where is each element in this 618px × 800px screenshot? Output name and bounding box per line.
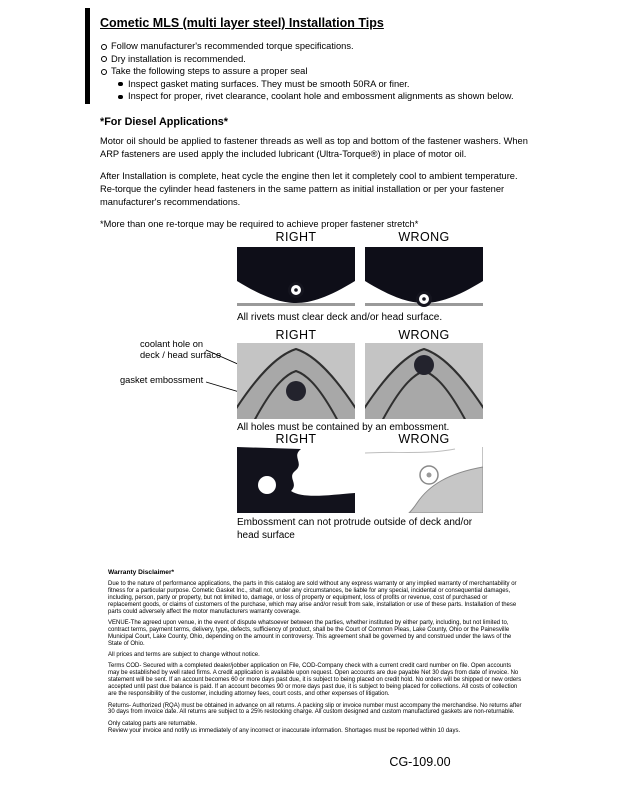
disclaimer-paragraph: Only catalog parts are returnable. <box>108 720 198 727</box>
disclaimer-paragraph: All prices and terms are subject to change without notice. <box>108 652 260 659</box>
diagram-protrusion-wrong <box>365 447 483 513</box>
disclaimer-heading: Warranty Disclaimer* <box>108 569 175 576</box>
disclaimer-paragraph: VENUE-The agreed upon venue, in the event of dispute whatsoever between the parties, whether instituted by either party, including, but not limited to, contract terms, payment terms, delivery, type, defects, sufficiency of product, shall be the Court of Common Pleas, Lake County, Ohio or the Painesville Municipal Court, Lake County, Ohio, depending on the amount in controversy. This agreement shall be governed by and construed under the laws of the State of Ohio. <box>108 619 512 647</box>
diagram-embossment-wrong <box>365 343 483 419</box>
annotation-coolant-line2: deck / head surface <box>140 349 222 360</box>
caption-protrusion: Embossment can not protrude outside of deck and/or head surface <box>237 517 473 541</box>
tip-item: Follow manufacturer's recommended torque specifications. <box>100 40 538 53</box>
disclaimer-paragraph: Terms COD- Secured with a completed dealer/jobber application on File, COD-Company check with a current credit card number on file. Open accounts may be established by well rated firms. A credit application is available upon request. Open accounts are due payable Net 30 days from date of invoice. No statement will be sent. If an account becomes 60 or more days past due, it is subject to being placed on credit hold. No orders will be shipped or new orders accepted until past due balance is paid. If an account becomes 90 or more days past due, it is subject to being placed for collections. All costs of collection are the responsibility of the customer, including attorney fees, court costs, and other expenses of litigation. <box>108 663 522 698</box>
diesel-paragraph-1: Motor oil should be applied to fastener threads as well as top and bottom of the fastener washers. When ARP fasteners are used apply the included lubricant (Ultra-Torque®) in place of motor oil. <box>100 136 528 159</box>
page-title: Cometic MLS (multi layer steel) Installation Tips <box>100 16 384 30</box>
diagram-protrusion-right <box>237 447 355 513</box>
annotation-gasket-embossment: gasket embossment <box>120 375 204 385</box>
embossment-wrong-drawing <box>365 343 483 419</box>
diesel-paragraph-2: After Installation is complete, heat cycle the engine then let it completely cool to ambient temperature. Re-torque the cylinder head fasteners in the same pattern as initial installation or per your fastener manufacturer's recommendations. <box>100 171 518 207</box>
right-label-row3: RIGHT <box>275 432 317 446</box>
tip-item: Dry installation is recommended. <box>100 53 538 66</box>
embossment-right-drawing <box>237 343 355 419</box>
annotation-coolant-line1: coolant hole on <box>140 339 204 349</box>
disclaimer-paragraph: Returns- Authorized (RQA) must be obtained in advance on all returns. A packing slip or invoice number must accompany the merchandise. No returns after 30 days from invoice date. All returns are subject to a 25% restocking charge. All custom designed and custom manufactured gaskets are non-returnable. <box>108 702 522 716</box>
warranty-disclaimer-section <box>108 570 522 739</box>
protrusion-right-drawing <box>237 447 355 513</box>
right-label-row2: RIGHT <box>275 328 317 342</box>
diesel-applications-section <box>100 116 532 231</box>
rivet-right-drawing <box>237 247 355 309</box>
sub-tip-item: Inspect for proper, rivet clearance, coolant hole and embossment alignments as shown below. <box>117 90 538 103</box>
diagram-embossment-right <box>237 343 355 419</box>
diesel-heading: *For Diesel Applications* <box>100 116 228 128</box>
installation-tips-list <box>100 40 538 103</box>
protrusion-wrong-drawing <box>365 447 483 513</box>
rivet-wrong-drawing <box>365 247 483 309</box>
diagram-rivet-right <box>237 247 355 309</box>
disclaimer-paragraph: Due to the nature of performance applications, the parts in this catalog are sold without any express warranty or any implied warranty of merchantability or fitness for a particular purpose. Cometic Gasket Inc., shall not, under any circumstances, be liable for any special, incidental or consequential damages, including, person, party or property, but not limited to, damage, or loss of property or equipment, loss of profits or revenue, cost of purchased or replacement goods, or claims of customers of the purchase, which may arise and/or result from sale, installation or use of these parts. Installation of these parts could adversely affect the motor manufacturers warranty coverage. <box>108 580 517 615</box>
sub-tip-item: Inspect gasket mating surfaces. They must be smooth 50RA or finer. <box>117 78 538 91</box>
wrong-label-row2: WRONG <box>398 328 450 342</box>
caption-holes: All holes must be contained by an embossment. <box>237 422 450 433</box>
page-number: CG-109.00 <box>389 755 451 769</box>
disclaimer-paragraph: Review your invoice and notify us immediately of any incorrect or inaccurate information. Shortages must be reported within 10 days. <box>108 727 461 734</box>
caption-rivets: All rivets must clear deck and/or head surface. <box>237 312 443 323</box>
wrong-label-row3: WRONG <box>398 432 450 446</box>
scan-edge-bar <box>85 8 90 104</box>
diagram-rivet-wrong <box>365 247 483 309</box>
wrong-label-row1: WRONG <box>398 230 450 244</box>
retorque-note: *More than one re-torque may be required to achieve proper fastener stretch* <box>100 219 419 229</box>
tip-item: Take the following steps to assure a proper seal <box>100 65 538 78</box>
right-label-row1: RIGHT <box>275 230 317 244</box>
